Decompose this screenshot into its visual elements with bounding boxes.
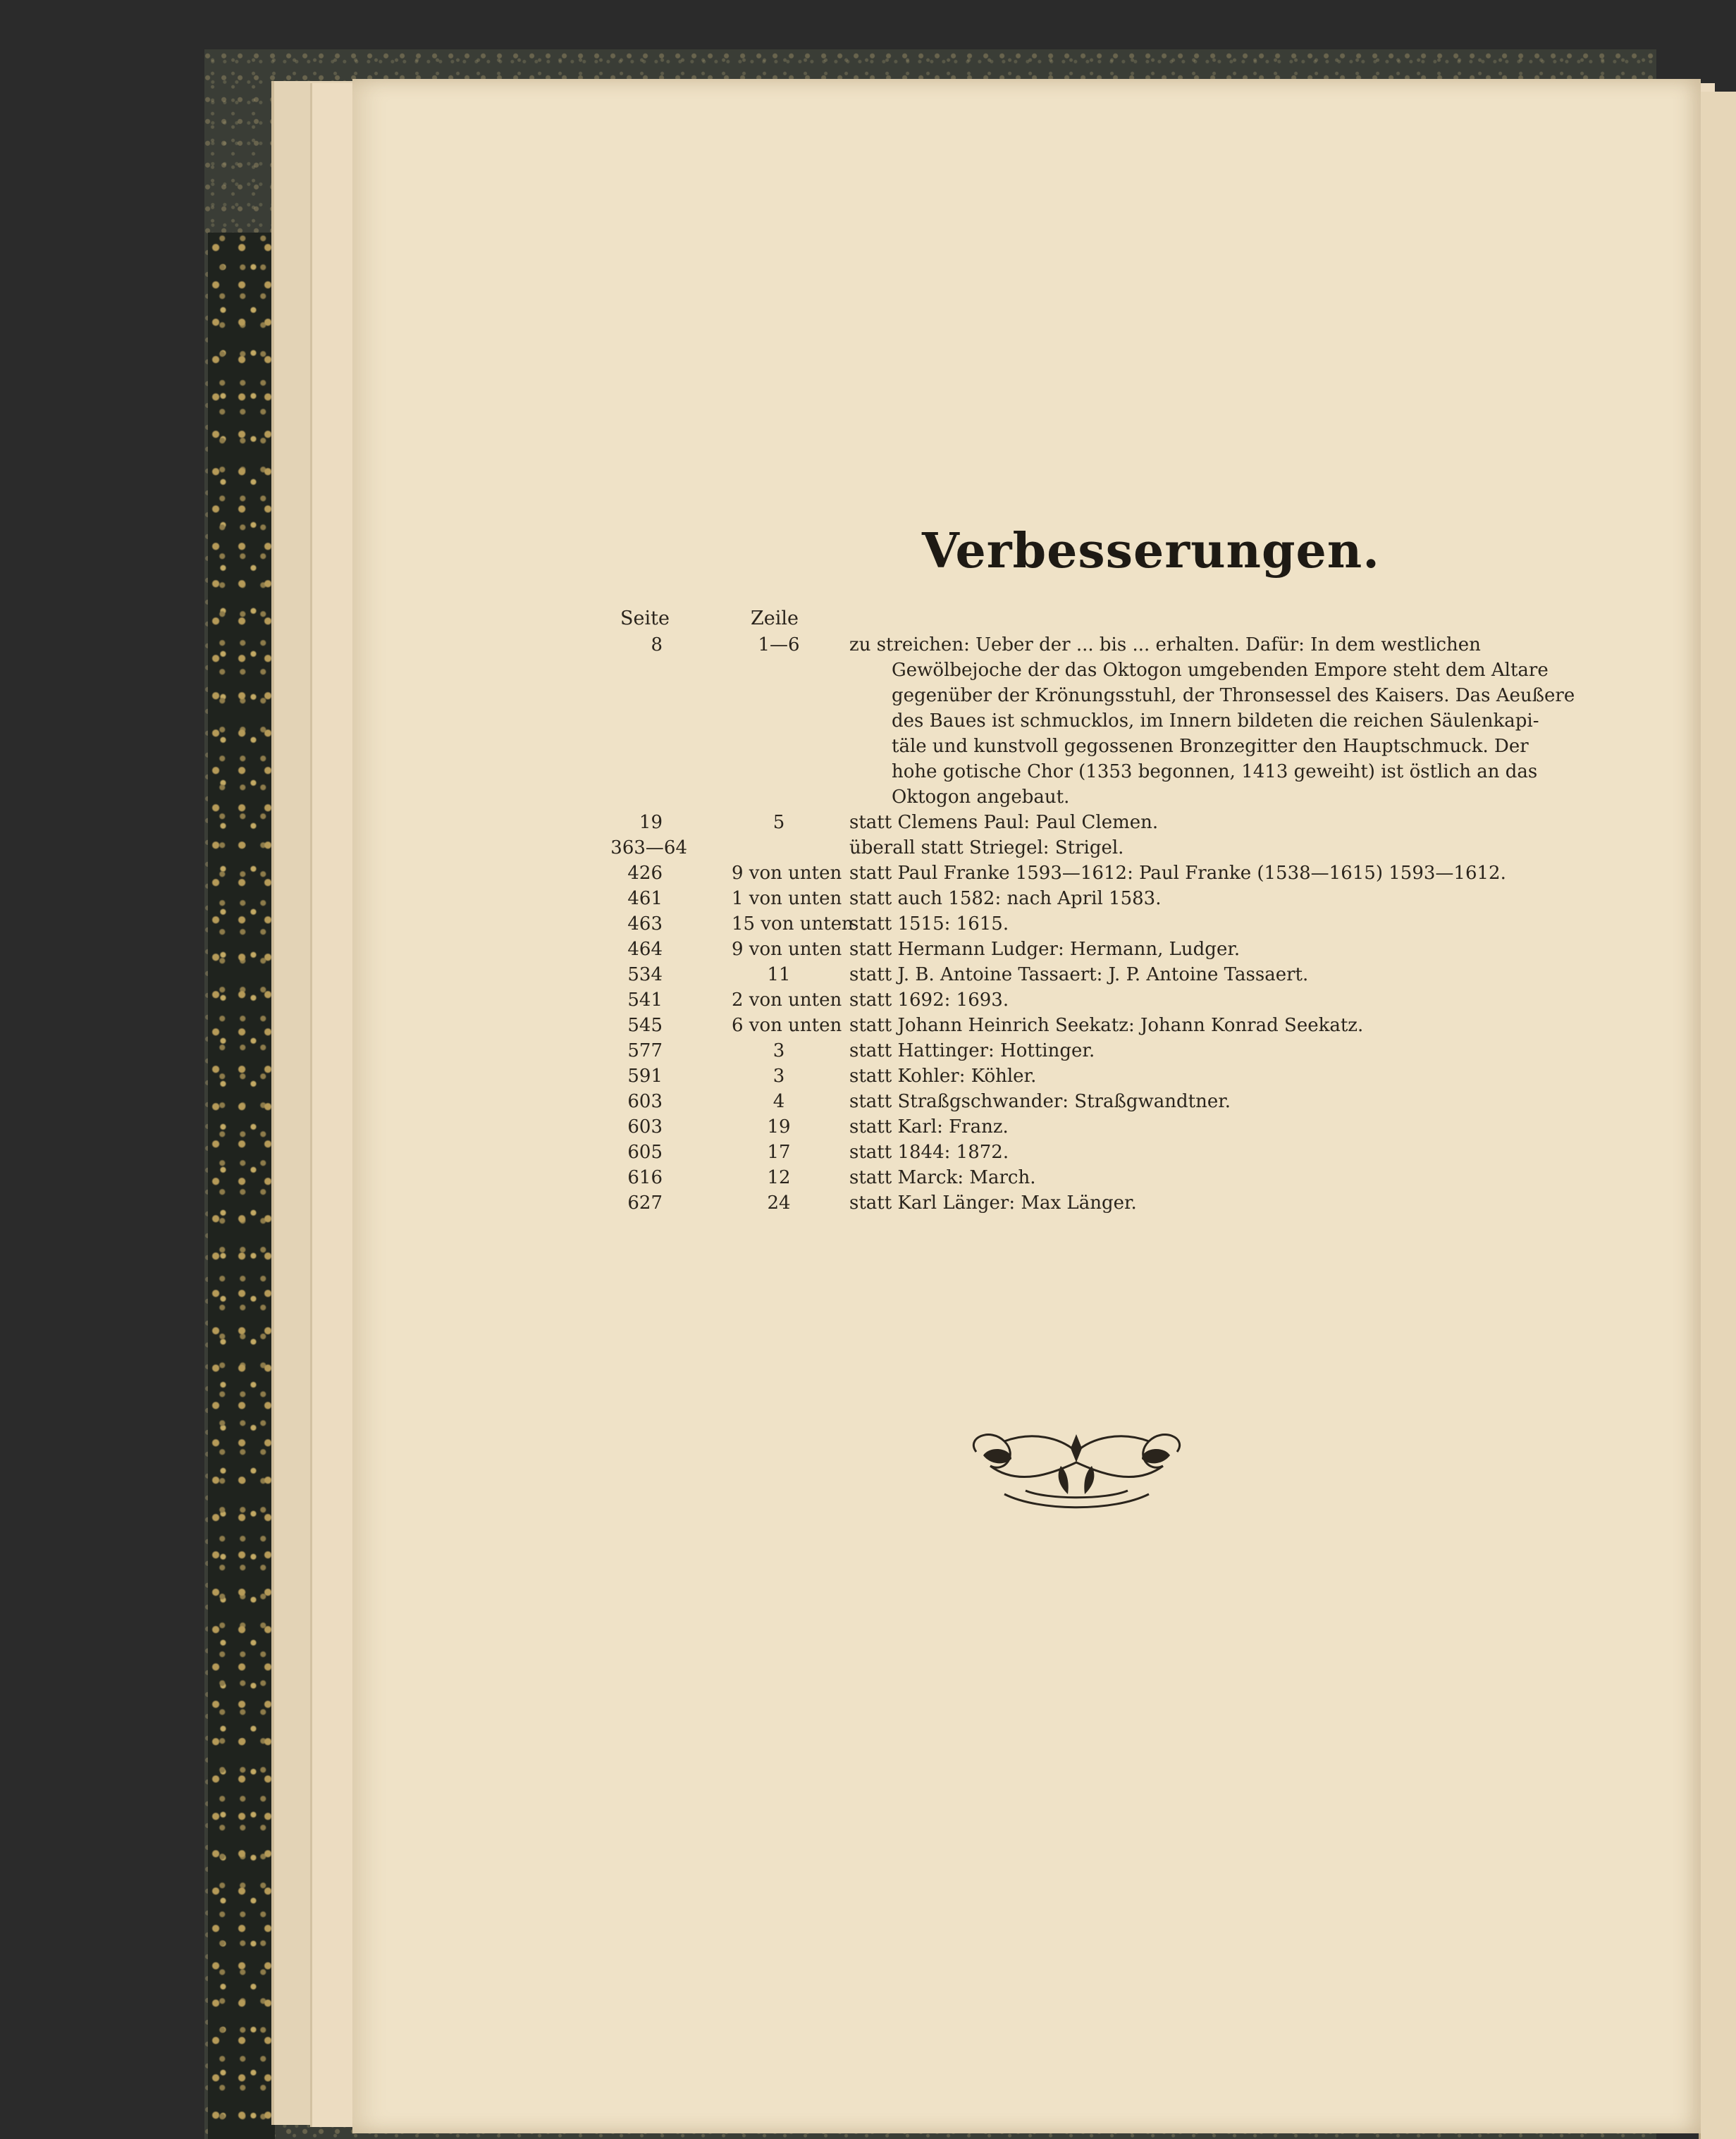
entry-line: 19 bbox=[767, 1116, 791, 1138]
entry-text: statt Paul Franke 1593—1612: Paul Franke (1538—1615) 1593—1612. bbox=[849, 863, 1506, 884]
entry-page: 363—64 bbox=[610, 837, 687, 858]
entry-text: statt Clemens Paul: Paul Clemen. bbox=[849, 812, 1159, 833]
entry-line: 2 von unten bbox=[732, 990, 842, 1011]
entry-text: statt 1515: 1615. bbox=[849, 913, 1009, 935]
entry-line: 17 bbox=[767, 1142, 791, 1163]
entry-line: 11 bbox=[767, 964, 791, 985]
column-header-seite: Seite bbox=[620, 608, 670, 629]
page-title: Verbesserungen. bbox=[922, 523, 1380, 579]
entry-page: 534 bbox=[627, 964, 663, 985]
entry-line: 3 bbox=[772, 1066, 785, 1087]
entry-text: statt Hattinger: Hottinger. bbox=[849, 1040, 1095, 1061]
entry-text: statt Kohler: Köhler. bbox=[849, 1066, 1037, 1087]
entry-text: überall statt Striegel: Strigel. bbox=[849, 837, 1124, 858]
entry-line: 15 von unten bbox=[732, 913, 854, 935]
entry-line: 1 von unten bbox=[732, 888, 842, 909]
entry-page: 591 bbox=[627, 1066, 663, 1087]
entry-line: 12 bbox=[767, 1167, 791, 1188]
entry-page: 463 bbox=[627, 913, 663, 935]
entry-line: 9 von unten bbox=[732, 863, 842, 884]
entry-page: 19 bbox=[639, 812, 663, 833]
entry-page: 464 bbox=[627, 939, 663, 960]
entry-line: 5 bbox=[772, 812, 785, 833]
entry-page: 8 bbox=[651, 634, 663, 655]
entry-text: statt Karl: Franz. bbox=[849, 1116, 1009, 1138]
entry-page: 545 bbox=[627, 1015, 663, 1036]
entry-page: 605 bbox=[627, 1142, 663, 1163]
entry-text: statt Straßgschwander: Straßgwandtner. bbox=[849, 1091, 1231, 1112]
marbled-cover-edge bbox=[208, 233, 275, 2139]
entry-page: 426 bbox=[627, 863, 663, 884]
entry-line: 3 bbox=[772, 1040, 785, 1061]
entry-text-line: täle und kunstvoll gegossenen Bronzegitter den Hauptschmuck. Der bbox=[892, 736, 1529, 757]
entry-line: 6 von unten bbox=[732, 1015, 842, 1036]
errata-entry-text bbox=[849, 634, 1575, 812]
entry-line: 9 von unten bbox=[732, 939, 842, 960]
entry-text-line: Gewölbejoche der das Oktogon umgebenden Empore steht dem Altare bbox=[892, 660, 1549, 681]
entry-page: 603 bbox=[627, 1091, 663, 1112]
entry-text: statt auch 1582: nach April 1583. bbox=[849, 888, 1162, 909]
entry-page: 461 bbox=[627, 888, 663, 909]
entry-text: statt 1844: 1872. bbox=[849, 1142, 1009, 1163]
entry-text: statt Johann Heinrich Seekatz: Johann Konrad Seekatz. bbox=[849, 1015, 1364, 1036]
entry-page: 577 bbox=[627, 1040, 663, 1061]
entry-line: 4 bbox=[772, 1091, 785, 1112]
facing-page-edge bbox=[1699, 92, 1736, 2139]
entry-text: statt Marck: March. bbox=[849, 1167, 1036, 1188]
entry-line: 1—6 bbox=[758, 634, 800, 655]
entry-page: 603 bbox=[627, 1116, 663, 1138]
entry-text: statt Hermann Ludger: Hermann, Ludger. bbox=[849, 939, 1241, 960]
entry-text-line: zu streichen: Ueber der ... bis ... erhalten. Dafür: In dem westlichen bbox=[849, 634, 1481, 655]
art-nouveau-floral-ornament-icon bbox=[962, 1424, 1191, 1512]
entry-text-line: hohe gotische Chor (1353 begonnen, 1413 geweiht) ist östlich an das bbox=[892, 761, 1538, 782]
entry-page: 627 bbox=[627, 1192, 663, 1214]
entry-text-line: Oktogon angebaut. bbox=[892, 787, 1070, 808]
entry-text-line: gegenüber der Krönungsstuhl, der Thronsessel des Kaisers. Das Aeußere bbox=[892, 685, 1575, 706]
entry-text: statt 1692: 1693. bbox=[849, 990, 1009, 1011]
entry-text-line: des Baues ist schmucklos, im Innern bildeten die reichen Säulenkapi- bbox=[892, 710, 1539, 732]
entry-page: 616 bbox=[627, 1167, 663, 1188]
entry-page: 541 bbox=[627, 990, 663, 1011]
entry-line: 24 bbox=[767, 1192, 791, 1214]
entry-text: statt Karl Länger: Max Länger. bbox=[849, 1192, 1137, 1214]
column-header-zeile: Zeile bbox=[751, 608, 799, 629]
entry-text: statt J. B. Antoine Tassaert: J. P. Antoine Tassaert. bbox=[849, 964, 1309, 985]
